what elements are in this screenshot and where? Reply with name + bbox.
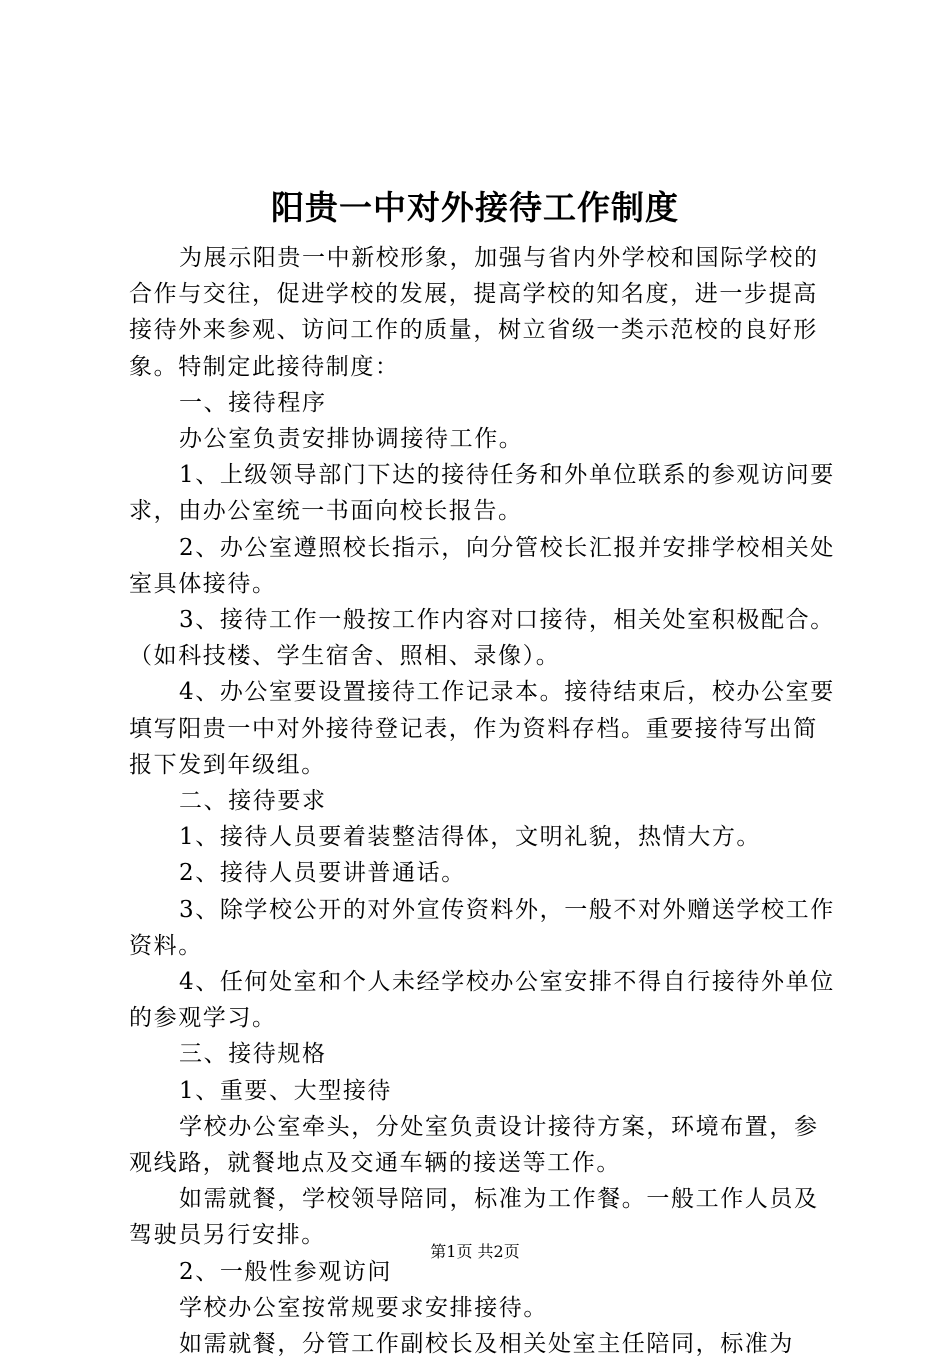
paragraph: 如需就餐，分管工作副校长及相关处室主任陪同，标准为	[179, 1331, 794, 1358]
paragraph: 1、上级领导部门下达的接待任务和外单位联系的参观访问要求，由办公室统一书面向校长报告。	[129, 462, 835, 525]
paragraph-intro: 为展示阳贵一中新校形象，加强与省内外学校和国际学校的合作与交往，促进学校的发展，提高学校的知名度，进一步提高接待外来参观、访问工作的质量，树立省级一类示范校的良好形象。特制定此接待制度：	[129, 245, 819, 380]
section-heading-requirements: 二、接待要求	[179, 788, 327, 815]
paragraph: 4、办公室要设置接待工作记录本。接待结束后，校办公室要填写阳贵一中对外接待登记表，作为资料存档。重要接待写出简报下发到年级组。	[129, 679, 835, 778]
page-number-footer: 第1页 共2页	[430, 1242, 520, 1261]
document-body	[129, 240, 839, 1362]
paragraph: 2、接待人员要讲普通话。	[179, 860, 466, 887]
document-title: 阳贵一中对外接待工作制度	[271, 188, 679, 227]
paragraph: 4、任何处室和个人未经学校办公室安排不得自行接待外单位的参观学习。	[129, 969, 835, 1032]
paragraph: 学校办公室按常规要求安排接待。	[179, 1294, 548, 1321]
paragraph: 2、办公室遵照校长指示，向分管校长汇报并安排学校相关处室具体接待。	[129, 534, 835, 597]
paragraph: 3、除学校公开的对外宣传资料外，一般不对外赠送学校工作资料。	[129, 896, 835, 959]
paragraph: 如需就餐，学校领导陪同，标准为工作餐。一般工作人员及驾驶员另行安排。	[129, 1186, 819, 1249]
subsection-heading: 2、一般性参观访问	[179, 1258, 393, 1285]
paragraph: 3、接待工作一般按工作内容对口接待，相关处室积极配合。（如科技楼、学生宿舍、照相、录像）。	[129, 607, 835, 670]
paragraph: 学校办公室牵头，分处室负责设计接待方案，环境布置，参观线路，就餐地点及交通车辆的接送等工作。	[129, 1113, 819, 1177]
subsection-heading: 1、重要、大型接待	[179, 1077, 393, 1104]
paragraph: 1、接待人员要着装整洁得体，文明礼貌，热情大方。	[179, 824, 762, 851]
section-heading-procedure: 一、接待程序	[179, 389, 327, 416]
section-heading-standards: 三、接待规格	[179, 1041, 327, 1068]
paragraph: 办公室负责安排协调接待工作。	[179, 426, 524, 453]
